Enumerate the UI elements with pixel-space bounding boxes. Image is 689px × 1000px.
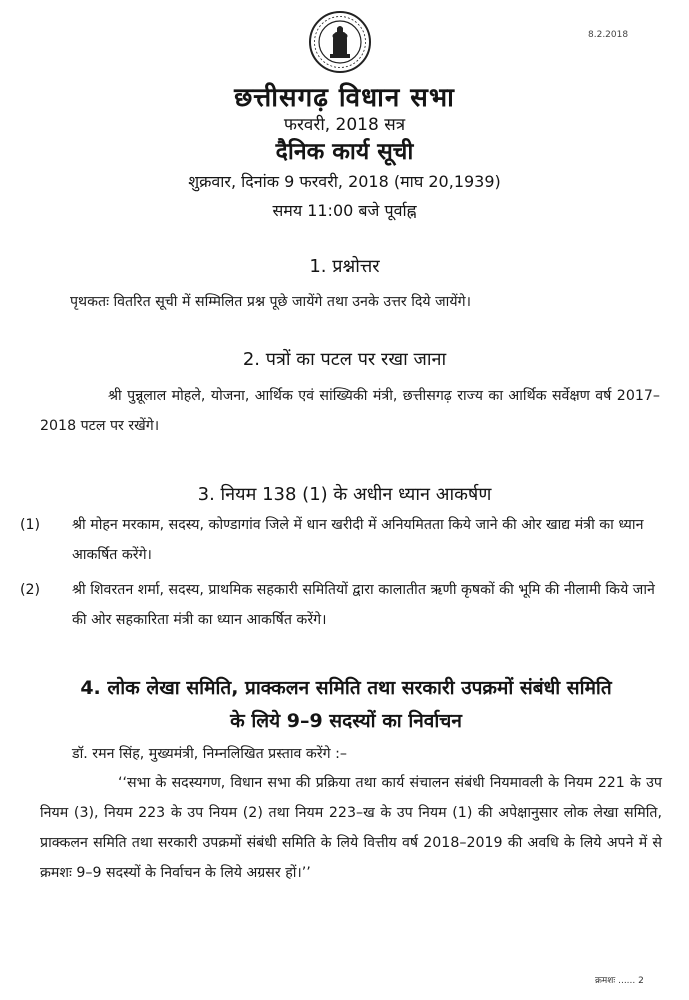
section-4-heading-line1: 4. लोक लेखा समिति, प्राक्कलन समिति तथा सरकारी उपक्रमों संबंधी समिति bbox=[80, 677, 612, 699]
section-4-intro: डॉ. रमन सिंह, मुख्यमंत्री, निम्नलिखित प्रस्ताव करेंगे :– bbox=[72, 746, 347, 762]
time-line: समय 11:00 बजे पूर्वाह्न bbox=[272, 201, 417, 220]
session-line: फरवरी, 2018 सत्र bbox=[283, 115, 406, 135]
section-2-text: श्री पुन्नूलाल मोहले, योजना, आर्थिक एवं सांख्यिकी मंत्री, छत्तीसगढ़ राज्य का आर्थिक सर्वेक्षण वर्ष 2017–2018 पटल पर रखेंगे। bbox=[40, 388, 660, 434]
attention-item: श्री शिवरतन शर्मा, सदस्य, प्राथमिक सहकारी समितियों द्वारा कालातीत ऋणी कृषकों की भूमि की नीलामी किये जाने की ओर सहकारिता मंत्री का ध्यान आकर्षित करेंगे। bbox=[72, 582, 655, 628]
section-4-heading bbox=[26, 672, 666, 738]
continued-marker: क्रमशः ...... 2 bbox=[595, 976, 644, 986]
section-4-heading-line2: के लिये 9–9 सदस्यों का निर्वाचन bbox=[230, 710, 462, 732]
date-line: शुक्रवार, दिनांक 9 फरवरी, 2018 (माघ 20,1939) bbox=[188, 172, 501, 191]
section-2-heading: 2. पत्रों का पटल पर रखा जाना bbox=[242, 349, 447, 370]
section-4-resolution: ‘‘सभा के सदस्यगण, विधान सभा की प्रक्रिया तथा कार्य संचालन संबंधी नियमावली के नियम 221 के उप नियम (3), नियम 223 के उप नियम (2) तथा नियम 223–ख के उप नियम (1) की अपेक्षानुसार लोक लेखा समिति, प्राक्कलन समिति तथा सरकारी उपक्रमों संबंधी समिति के लिये वित्तीय वर्ष 2018–2019 की अवधि के लिये अपने में से क्रमशः 9–9 सदस्यों के निर्वाचन के लिये अग्रसर हों।’’ bbox=[40, 775, 662, 881]
assembly-emblem-icon bbox=[308, 10, 372, 74]
section-3-heading: 3. नियम 138 (1) के अधीन ध्यान आकर्षण bbox=[197, 484, 492, 505]
item-number: (2) bbox=[20, 582, 41, 598]
agenda-title: दैनिक कार्य सूची bbox=[275, 139, 414, 165]
item-number: (1) bbox=[20, 517, 41, 533]
attention-item: श्री मोहन मरकाम, सदस्य, कोण्डागांव जिले में धान खरीदी में अनियमितता किये जाने की ओर खाद्य मंत्री का ध्यान आकर्षित करेंगे। bbox=[72, 517, 644, 563]
date-stamp: 8.2.2018 bbox=[588, 30, 629, 40]
assembly-title: छत्तीसगढ़ विधान सभा bbox=[234, 83, 455, 113]
section-1-heading: 1. प्रश्नोत्तर bbox=[309, 256, 380, 277]
section-1-text: पृथकतः वितरित सूची में सम्मिलित प्रश्न पूछे जायेंगे तथा उनके उत्तर दिये जायेंगे। bbox=[70, 294, 471, 310]
